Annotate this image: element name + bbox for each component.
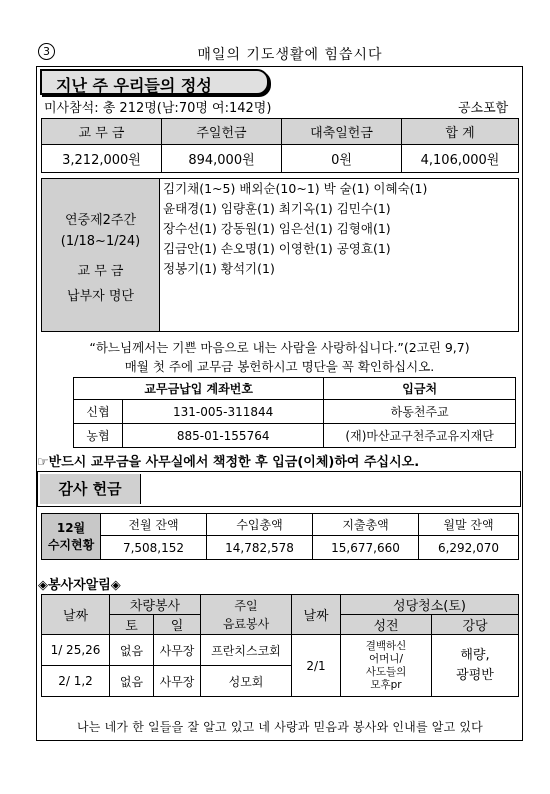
offering-col-feast: 대축일헌금 [282,119,402,145]
vol-hall-header: 강당 [432,615,519,635]
donors-label-line: 교 무 금 [77,264,124,279]
offering-section-title [40,69,269,95]
payment-notice: ☞반드시 교무금을 사무실에서 책정한 후 입금(이체)하여 주십시오. [37,455,420,470]
vol-clean-hall [432,635,519,697]
account-number: 885-01-155764 [123,424,324,448]
vol-clean-hall-line: 광평반 [456,667,494,683]
accounts-header-number: 교무금납입 계좌번호 [74,378,324,400]
finance-label-text: 수지현황 [47,537,95,552]
vol-row-sun: 사무장 [154,666,201,697]
vol-sat-header: 토 [110,615,154,635]
finance-end-value: 6,292,070 [419,536,519,560]
vol-row-drink: 성모회 [201,666,292,697]
donors-label [42,179,160,331]
vol-row-date: 2/ 1,2 [42,666,110,697]
volunteer-section-title: ◈봉사자알림◈ [38,578,121,593]
account-number: 131-005-311844 [123,400,324,424]
finance-table [41,513,519,560]
vol-date-header-2: 날짜 [292,595,341,635]
finance-header-income: 수입총액 [207,514,313,536]
finance-header-end: 월말 잔액 [419,514,519,536]
offering-col-total: 합 계 [402,119,519,145]
page-title: 매일의 기도생활에 힘씁시다 [197,47,383,63]
vol-clean-hall-line: 해량, [460,647,490,663]
vol-row-sun: 사무장 [154,635,201,666]
scripture-quote: “하느님께서는 기쁜 마음으로 내는 사람을 사랑하십니다.”(2고린 9,7) [89,340,470,355]
accounts-header-payee: 입금처 [324,378,516,400]
offering-col-tithe: 교 무 금 [42,119,162,145]
donor-line: 김기채(1~5) 배외순(10~1) 박 술(1) 이혜숙(1) [163,181,428,196]
vol-drink-header-line: 음료봉사 [222,616,270,631]
vol-row-drink: 프란치스코회 [201,635,292,666]
donor-line: 정봉기(1) 황석기(1) [163,261,275,276]
tithe-reminder: 매월 첫 주에 교무금 봉헌하시고 명단을 꼭 확인하십시오. [124,359,435,374]
vol-drink-header-line: 주일 [234,598,258,613]
donor-line: 장수선(1) 강동원(1) 임은선(1) 김형애(1) [163,221,391,236]
finance-header-expense: 지출총액 [313,514,419,536]
offering-tithe-value: 3,212,000원 [42,145,162,173]
vol-row-sat: 없음 [110,635,154,666]
vol-cleaning-header: 성당청소(토) [341,595,519,615]
volunteer-table [41,594,519,697]
finance-prev-value: 7,508,152 [101,536,207,560]
donors-label-line: 납부자 명단 [67,289,134,304]
donor-line: 윤태경(1) 임량훈(1) 최기옥(1) 김민수(1) [163,201,391,216]
donors-label-line: 연중제2주간 [64,213,137,228]
vol-clean-date: 2/1 [292,635,341,697]
finance-label [42,514,101,560]
vol-vehicle-header: 차량봉사 [110,595,201,615]
page-number-circle [38,43,55,60]
attendance-note: 공소포함 [458,101,509,116]
thanks-offering-title [40,474,141,504]
offering-sunday-value: 894,000원 [162,145,282,173]
donors-label-line: (1/18~1/24) [60,234,141,249]
thanks-offering-box [37,471,521,507]
vol-clean-sanctuary-line: 어머니/ [369,652,403,665]
offering-col-sunday: 주일헌금 [162,119,282,145]
vol-drink-header [201,595,292,635]
donor-line: 김금안(1) 손오명(1) 이영한(1) 공영효(1) [163,241,391,256]
account-payee: (재)마산교구천주교유지재단 [324,424,516,448]
offering-section-title-text: 지난 주 우리들의 정성 [56,76,212,95]
vol-row-date: 1/ 25,26 [42,635,110,666]
thanks-offering-title-text: 감사 헌금 [58,480,122,498]
page-number: 3 [43,45,50,58]
offering-feast-value: 0원 [282,145,402,173]
vol-row-sat: 없음 [110,666,154,697]
account-bank: 농협 [74,424,123,448]
finance-label-month: 12월 [56,520,86,535]
account-bank: 신협 [74,400,123,424]
vol-date-header: 날짜 [42,595,110,635]
account-payee: 하동천주교 [324,400,516,424]
footer-quote: 나는 네가 한 일들을 잘 알고 있고 네 사랑과 믿음과 봉사와 인내를 알고 있다 [77,720,483,734]
vol-clean-sanctuary [341,635,432,697]
vol-clean-sanctuary-line: 사도들의 [365,665,407,678]
vol-clean-sanctuary-line: 모후pr [370,678,402,691]
donors-box [41,178,519,332]
finance-header-prev: 전월 잔액 [101,514,207,536]
vol-clean-sanctuary-line: 결백하신 [365,639,407,652]
accounts-table [73,377,516,448]
attendance: 미사참석: 총 212명(남:70명 여:142명) [44,101,272,116]
offering-table [41,118,519,173]
finance-income-value: 14,782,578 [207,536,313,560]
donors-list [163,179,427,279]
vol-sun-header: 일 [154,615,201,635]
offering-total-value: 4,106,000원 [402,145,519,173]
finance-expense-value: 15,677,660 [313,536,419,560]
vol-sanctuary-header: 성전 [341,615,432,635]
